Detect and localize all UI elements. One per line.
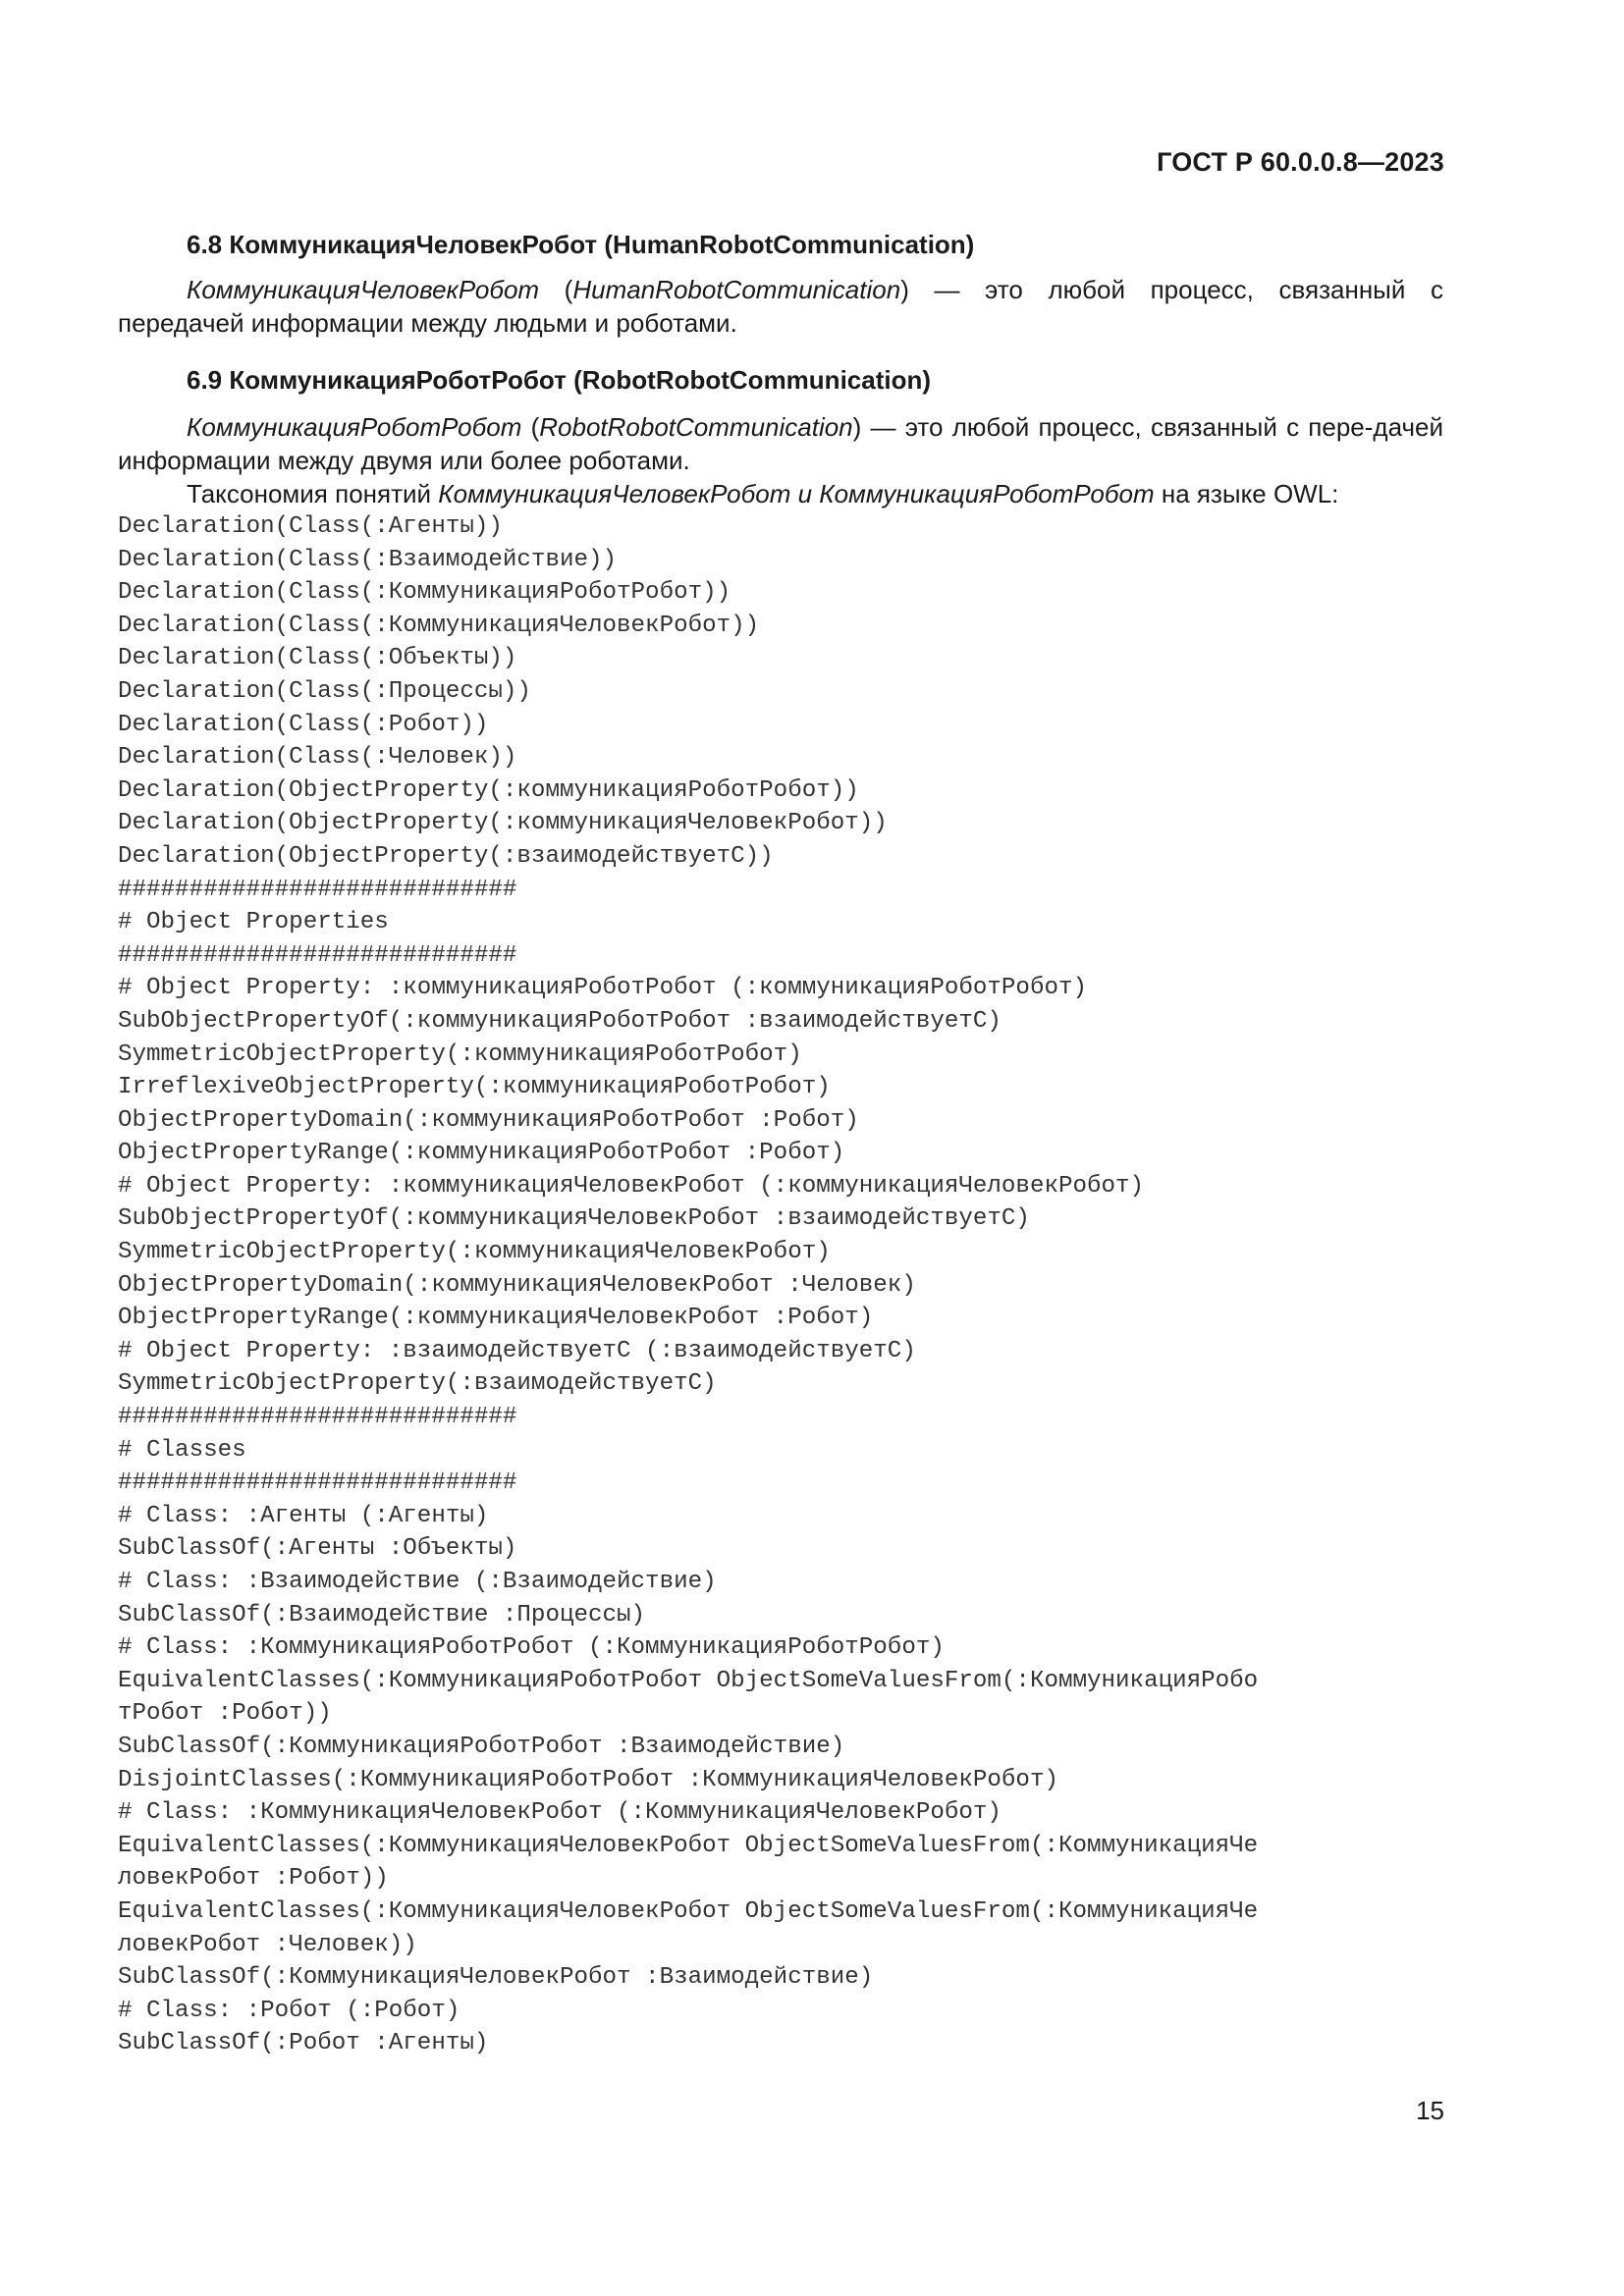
section-6-9-paragraph [118, 410, 1443, 477]
code-line: ############################ [118, 1469, 517, 1497]
page-content [118, 228, 1443, 2060]
code-line: SubClassOf(:Взаимодействие :Процессы) [118, 1601, 646, 1629]
code-line: Declaration(Class(:Взаимодействие)) [118, 546, 618, 573]
taxonomy-intro-text: Таксономия понятий [187, 479, 439, 508]
code-line: тРобот :Робот)) [118, 1700, 332, 1728]
section-heading-6-9: 6.9 КоммуникацияРоботРобот (RobotRobotCommunication) [187, 365, 932, 395]
code-line: # Class: :Взаимодействие (:Взаимодействие) [118, 1569, 717, 1595]
code-line: Declaration(Class(:Объекты)) [118, 645, 517, 672]
code-line: ловекРобот :Робот)) [118, 1865, 389, 1893]
code-line: ############################ [118, 941, 517, 969]
code-line: # Object Properties [118, 909, 389, 936]
code-line: # Class: :Робот (:Робот) [118, 1997, 460, 2024]
code-line: ObjectPropertyRange(:коммуникацияЧеловекРобот :Робот) [118, 1305, 874, 1332]
code-line: SymmetricObjectProperty(:взаимодействуетС) [118, 1370, 717, 1398]
owl-code-block [118, 510, 1443, 2060]
taxonomy-intro [118, 477, 1443, 510]
code-line: # Class: :Агенты (:Агенты) [118, 1502, 489, 1529]
document-code-header: ГОСТ Р 60.0.0.8—2023 [1157, 147, 1444, 177]
code-line: Declaration(Class(:Процессы)) [118, 677, 531, 705]
code-line: Declaration(Class(:КоммуникацияЧеловекРобот)) [118, 612, 760, 639]
code-line: SubObjectPropertyOf(:коммуникацияРоботРобот :взаимодействуетС) [118, 1007, 1001, 1035]
code-line: # Object Property: :коммуникацияЧеловекРобот (:коммуникацияЧеловекРобот) [118, 1172, 1145, 1200]
code-line: ############################ [118, 876, 517, 903]
code-line: EquivalentClasses(:КоммуникацияЧеловекРобот ObjectSomeValuesFrom(:КоммуникацияЧе [118, 1897, 1259, 1925]
code-line: ObjectPropertyDomain(:коммуникацияЧеловекРобот :Человек) [118, 1271, 916, 1299]
code-line: SubClassOf(:КоммуникацияРоботРобот :Взаимодействие) [118, 1733, 845, 1760]
term-italic-en: RobotRobotCommunication [539, 412, 853, 442]
code-line: Declaration(Class(:КоммуникацияРоботРобот)) [118, 579, 731, 607]
code-line: # Object Property: :коммуникацияРоботРобот (:коммуникацияРоботРобот) [118, 975, 1088, 1002]
code-line: Declaration(ObjectProperty(:коммуникацияРоботРобот)) [118, 776, 859, 804]
code-line: EquivalentClasses(:КоммуникацияЧеловекРобот ObjectSomeValuesFrom(:КоммуникацияЧе [118, 1832, 1259, 1859]
term-italic: КоммуникацияЧеловекРобот [187, 275, 540, 304]
code-line: Declaration(Class(:Агенты)) [118, 513, 503, 540]
code-line: ############################ [118, 1404, 517, 1431]
taxonomy-intro-terms: КоммуникацияЧеловекРобот и КоммуникацияРоботРобот [438, 479, 1155, 508]
code-line: ObjectPropertyDomain(:коммуникацияРоботРобот :Робот) [118, 1106, 859, 1134]
section-heading-6-8: 6.8 КоммуникацияЧеловекРобот (HumanRobotCommunication) [187, 230, 975, 259]
code-line: Declaration(Class(:Робот)) [118, 711, 489, 738]
code-line: Declaration(ObjectProperty(:коммуникацияЧеловекРобот)) [118, 810, 888, 837]
code-line: SymmetricObjectProperty(:коммуникацияЧеловекРобот) [118, 1239, 831, 1266]
code-line: ловекРобот :Человек)) [118, 1931, 417, 1958]
code-line: SubClassOf(:Агенты :Объекты) [118, 1535, 517, 1563]
code-line: # Class: :КоммуникацияЧеловекРобот (:КоммуникацияЧеловекРобот) [118, 1799, 1001, 1827]
page-number: 15 [1416, 2096, 1444, 2125]
code-line: # Class: :КоммуникацияРоботРобот (:КоммуникацияРоботРобот) [118, 1634, 945, 1662]
term-italic: КоммуникацияРоботРобот [187, 412, 522, 442]
code-line: SubClassOf(:Робот :Агенты) [118, 2030, 489, 2057]
code-line: EquivalentClasses(:КоммуникацияРоботРобот ObjectSomeValuesFrom(:КоммуникацияРобо [118, 1667, 1259, 1694]
code-line: SymmetricObjectProperty(:коммуникацияРоботРобот) [118, 1041, 802, 1068]
code-line: Declaration(ObjectProperty(:взаимодействуетС)) [118, 842, 774, 870]
definition-text: ) — это любой процесс, связанный с пере-дачей информации между двумя или более роботами. [118, 412, 1443, 475]
code-line: IrreflexiveObjectProperty(:коммуникацияРоботРобот) [118, 1074, 831, 1101]
taxonomy-intro-tail: на языке OWL: [1154, 479, 1339, 508]
term-italic-en: HumanRobotCommunication [572, 275, 901, 304]
code-line: SubObjectPropertyOf(:коммуникацияЧеловекРобот :взаимодействуетС) [118, 1205, 1030, 1233]
code-line: # Object Property: :взаимодействуетС (:взаимодействуетС) [118, 1337, 916, 1364]
code-line: # Classes [118, 1436, 246, 1464]
definition-text: ) — это любой процесс, связанный с передачей информации между людьми и роботами. [118, 275, 1443, 338]
paren-open: ( [539, 275, 573, 304]
code-line: DisjointClasses(:КоммуникацияРоботРобот :КоммуникацияЧеловекРобот) [118, 1766, 1058, 1793]
code-line: ObjectPropertyRange(:коммуникацияРоботРобот :Робот) [118, 1140, 845, 1167]
paren-open: ( [521, 412, 540, 442]
section-6-8-paragraph [118, 273, 1443, 340]
code-line: Declaration(Class(:Человек)) [118, 744, 517, 772]
code-line: SubClassOf(:КоммуникацияЧеловекРобот :Взаимодействие) [118, 1964, 874, 1992]
